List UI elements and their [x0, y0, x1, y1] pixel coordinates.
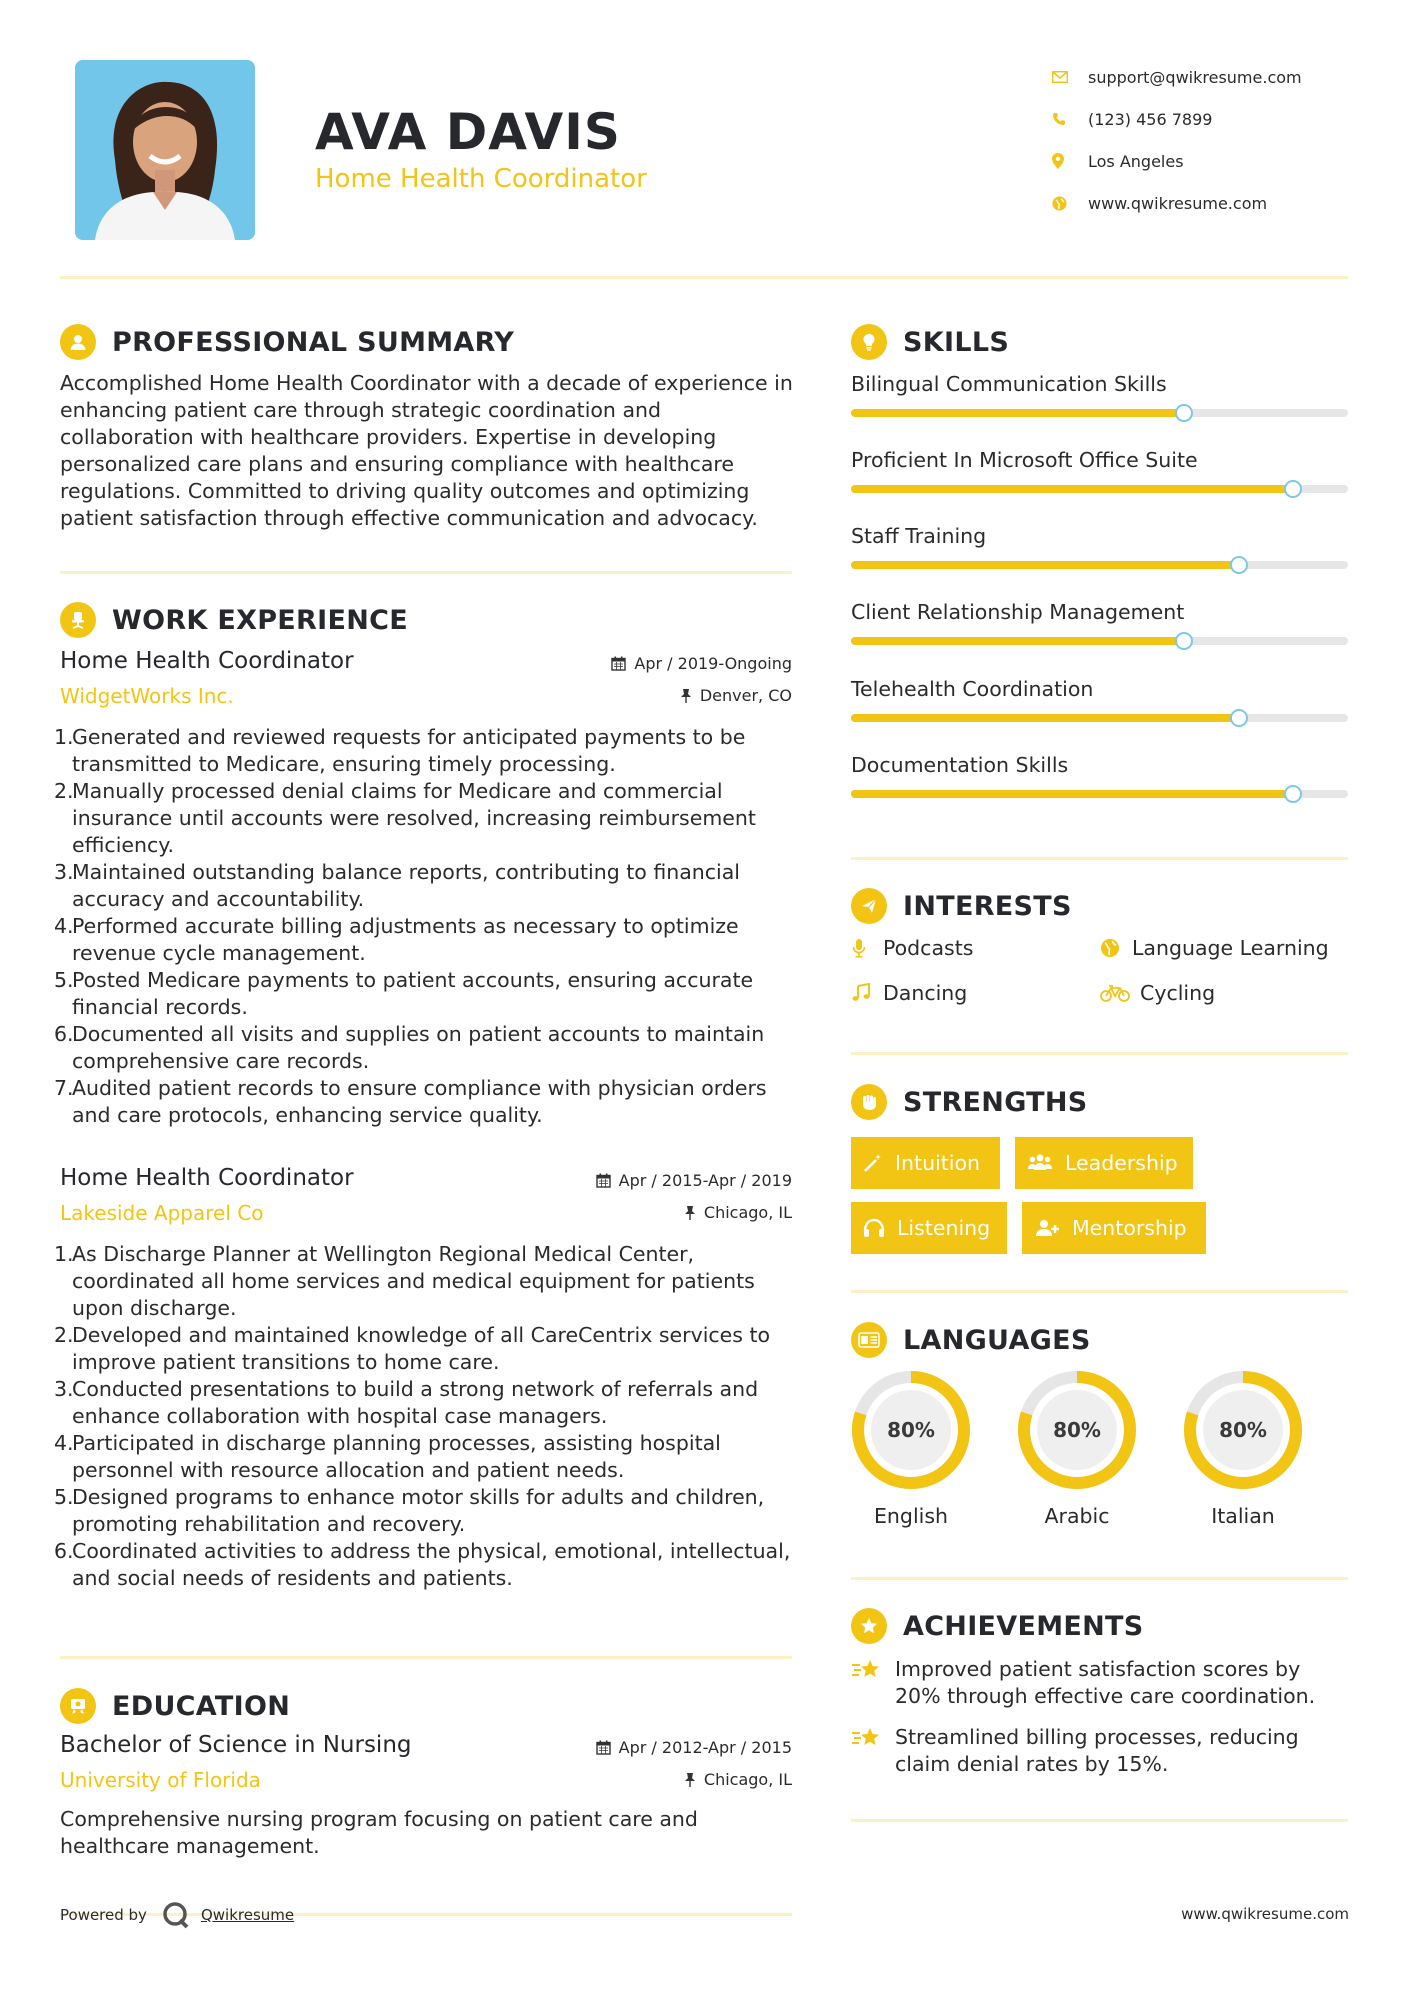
- globe-icon: [1052, 196, 1088, 211]
- interest-label: Language Learning: [1132, 936, 1329, 960]
- achievement-item: [851, 1724, 1351, 1778]
- graduation-cap-icon: [60, 1688, 96, 1724]
- job-company: Lakeside Apparel Co: [60, 1201, 264, 1225]
- user-plus-icon: [1034, 1218, 1060, 1238]
- strengths-title: STRENGTHS: [903, 1086, 1088, 1118]
- interests-title: INTERESTS: [903, 890, 1072, 922]
- strength-label: Listening: [897, 1216, 991, 1240]
- experience-divider: [60, 1656, 792, 1659]
- contact-website[interactable]: [1052, 182, 1382, 224]
- candidate-name: AVA DAVIS: [315, 103, 621, 161]
- achievements-divider: [851, 1819, 1348, 1822]
- list-item: 2. Manually processed denial claims for Medicare and commercial insurance until accounts were resolved, increasing reimbursement efficiency.: [54, 779, 756, 857]
- job-date-text: Apr / 2015-Apr / 2019: [618, 1171, 792, 1190]
- language-percent: 80%: [1219, 1418, 1267, 1442]
- achievement-item: [851, 1656, 1351, 1710]
- strengths-heading: [851, 1084, 1088, 1120]
- skill-bar-fill: [851, 485, 1293, 493]
- skills-heading: [851, 324, 1009, 360]
- strength-label: Mentorship: [1072, 1216, 1187, 1240]
- language-name: Italian: [1211, 1504, 1275, 1528]
- education-heading: [60, 1688, 290, 1724]
- interest-item: [851, 936, 973, 960]
- language-percent: 80%: [1053, 1418, 1101, 1442]
- skill-item: [851, 753, 1348, 777]
- job-location-text: Denver, CO: [699, 686, 792, 705]
- skill-item: [851, 600, 1348, 624]
- pushpin-icon: [684, 1205, 696, 1220]
- job-header: [60, 1165, 792, 1229]
- strength-badge: [1015, 1137, 1193, 1189]
- contact-email[interactable]: [1052, 56, 1382, 98]
- achievement-text: Improved patient satisfaction scores by 20% through effective care coordination.: [895, 1657, 1316, 1708]
- summary-title: PROFESSIONAL SUMMARY: [112, 326, 515, 358]
- strength-badge: [1022, 1202, 1206, 1254]
- job-duties: [54, 1241, 792, 1592]
- job-duties: [54, 724, 792, 1129]
- interest-label: Podcasts: [883, 936, 974, 960]
- skill-bar: [851, 637, 1348, 645]
- summary-text: Accomplished Home Health Coordinator with a decade of experience in enhancing patient care through strategic coordination and collaboration with healthcare providers. Expertise in developing personalized care plans and ensuring compliance with healthcare regulations. Committed to driving quality outcomes and optimizing patient satisfaction through effective communication and advocacy.: [60, 371, 793, 530]
- skills-divider: [851, 857, 1348, 860]
- envelope-icon: [1052, 71, 1088, 83]
- skill-bar: [851, 790, 1348, 798]
- list-item: 3. Maintained outstanding balance reports, contributing to financial accuracy and accountability.: [54, 860, 741, 911]
- interest-label: Dancing: [883, 981, 968, 1005]
- skills-title: SKILLS: [903, 326, 1010, 358]
- education-description: Comprehensive nursing program focusing on patient care and healthcare management.: [60, 1807, 698, 1858]
- education-date-text: Apr / 2012-Apr / 2015: [618, 1738, 792, 1757]
- languages-heading: [851, 1322, 1091, 1358]
- languages-divider: [851, 1577, 1348, 1580]
- list-item: 2. Developed and maintained knowledge of all CareCentrix services to improve patient transitions to home care.: [54, 1323, 771, 1374]
- degree-title: Bachelor of Science in Nursing: [60, 1732, 412, 1758]
- education-title: EDUCATION: [112, 1690, 291, 1722]
- list-item: 6. Coordinated activities to address the physical, emotional, intellectual, and social needs of residents and patients.: [54, 1539, 791, 1590]
- calendar-icon: [596, 1173, 611, 1188]
- experience-title: WORK EXPERIENCE: [112, 604, 408, 636]
- lightbulb-icon: [851, 324, 887, 360]
- achievement-text: Streamlined billing processes, reducing claim denial rates by 15%.: [895, 1725, 1299, 1776]
- contact-phone-text: (123) 456 7899: [1088, 109, 1213, 129]
- job-date-text: Apr / 2019-Ongoing: [634, 654, 792, 673]
- interest-item: [1100, 936, 1329, 960]
- job-location-text: Chicago, IL: [703, 1203, 792, 1222]
- education-header: [60, 1732, 792, 1796]
- star-badge-icon: [851, 1608, 887, 1644]
- job-location: [684, 1203, 792, 1222]
- skill-name: Proficient In Microsoft Office Suite: [851, 448, 1198, 472]
- phone-icon: [1052, 112, 1088, 126]
- skill-bar-knob: [1230, 709, 1248, 727]
- list-item: 3. Conducted presentations to build a strong network of referrals and enhance collaboration with hospital case managers.: [54, 1377, 759, 1428]
- language-name: English: [873, 1504, 949, 1528]
- skill-bar-knob: [1284, 785, 1302, 803]
- experience-heading: [60, 602, 408, 638]
- job-location: [680, 686, 792, 705]
- interests-divider: [851, 1052, 1348, 1055]
- footer-website[interactable]: www.qwikresume.com: [1181, 1905, 1349, 1923]
- contact-phone[interactable]: [1052, 98, 1382, 140]
- music-note-icon: [851, 983, 879, 1003]
- calendar-icon: [611, 656, 626, 671]
- skill-name: Staff Training: [851, 524, 987, 548]
- contact-email-text: support@qwikresume.com: [1088, 67, 1302, 87]
- language-ring: [1181, 1368, 1305, 1492]
- paper-plane-icon: [851, 888, 887, 924]
- school-name: University of Florida: [60, 1768, 261, 1792]
- skill-name: Telehealth Coordination: [851, 677, 1094, 701]
- skill-bar-knob: [1230, 556, 1248, 574]
- job-date: [596, 1171, 792, 1190]
- strength-badge: [851, 1202, 1007, 1254]
- languages-title: LANGUAGES: [903, 1324, 1091, 1356]
- footer-powered-by: [60, 1900, 294, 1930]
- achievements-title: ACHIEVEMENTS: [903, 1610, 1144, 1642]
- list-item: 7. Audited patient records to ensure compliance with physician orders and care protocols, enhancing service quality.: [54, 1076, 767, 1127]
- job-header: [60, 648, 792, 712]
- skill-item: [851, 372, 1348, 396]
- skill-bar-fill: [851, 790, 1293, 798]
- skill-item: [851, 448, 1348, 472]
- candidate-role: Home Health Coordinator: [315, 164, 647, 194]
- users-icon: [1027, 1153, 1053, 1173]
- job-entry: [54, 648, 792, 1129]
- achievements-heading: [851, 1608, 1144, 1644]
- job-company: WidgetWorks Inc.: [60, 684, 234, 708]
- qwikresume-logo-icon: [161, 1900, 191, 1930]
- language-item: [1181, 1368, 1305, 1528]
- education-date: [596, 1738, 792, 1757]
- job-title: Home Health Coordinator: [60, 648, 354, 674]
- interest-label: Cycling: [1140, 981, 1216, 1005]
- language-item: [849, 1368, 973, 1528]
- list-item: 4. Participated in discharge planning processes, assisting hospital personnel with resource allocation and patient needs.: [54, 1431, 721, 1482]
- list-item: 1. Generated and reviewed requests for anticipated payments to be transmitted to Medicare, ensuring timely processing.: [54, 725, 746, 776]
- skill-name: Bilingual Communication Skills: [851, 372, 1167, 396]
- skill-bar: [851, 485, 1348, 493]
- strength-badge: [851, 1137, 1000, 1189]
- job-entry: [54, 1165, 792, 1592]
- skill-bar-fill: [851, 637, 1184, 645]
- globe-icon: [1100, 938, 1128, 958]
- office-chair-icon: [60, 602, 96, 638]
- job-date: [611, 654, 792, 673]
- education-location: [684, 1770, 792, 1789]
- skill-name: Documentation Skills: [851, 753, 1069, 777]
- interest-item: [1100, 981, 1215, 1005]
- shooting-star-icon: [851, 1724, 895, 1778]
- skill-bar: [851, 561, 1348, 569]
- map-pin-icon: [1052, 153, 1088, 169]
- skill-bar-knob: [1175, 632, 1193, 650]
- skill-bar-fill: [851, 561, 1239, 569]
- skill-bar-knob: [1175, 404, 1193, 422]
- profile-photo: [75, 60, 255, 240]
- list-item: 1. As Discharge Planner at Wellington Regional Medical Center, coordinated all home services and medical equipment for patients upon discharge.: [54, 1242, 755, 1320]
- list-item: 6. Documented all visits and supplies on patient accounts to maintain comprehensive care records.: [54, 1022, 765, 1073]
- summary-divider: [60, 571, 792, 574]
- strength-label: Intuition: [895, 1151, 981, 1175]
- calendar-icon: [596, 1740, 611, 1755]
- skill-bar-knob: [1284, 480, 1302, 498]
- headphones-icon: [863, 1218, 885, 1238]
- strengths-divider: [851, 1290, 1348, 1293]
- language-percent: 80%: [887, 1418, 935, 1442]
- education-location-text: Chicago, IL: [703, 1770, 792, 1789]
- pushpin-icon: [684, 1772, 696, 1787]
- job-title: Home Health Coordinator: [60, 1165, 354, 1191]
- list-item: 4. Performed accurate billing adjustments as necessary to optimize revenue cycle management.: [54, 914, 739, 965]
- interest-item: [851, 981, 967, 1005]
- language-item: [1015, 1368, 1139, 1528]
- magic-wand-icon: [863, 1153, 883, 1173]
- skill-item: [851, 677, 1348, 701]
- header-divider: [60, 276, 1348, 279]
- user-icon: [60, 324, 96, 360]
- list-item: 5. Posted Medicare payments to patient accounts, ensuring accurate financial records.: [54, 968, 754, 1019]
- contact-location-text: Los Angeles: [1088, 151, 1184, 171]
- contact-location: [1052, 140, 1382, 182]
- pushpin-icon: [680, 688, 692, 703]
- education-entry: [60, 1732, 792, 1860]
- language-name: Arabic: [1044, 1504, 1110, 1528]
- strength-label: Leadership: [1065, 1151, 1178, 1175]
- language-ring: [849, 1368, 973, 1492]
- contact-website-text: www.qwikresume.com: [1088, 193, 1268, 213]
- skill-bar: [851, 409, 1348, 417]
- skill-item: [851, 524, 1348, 548]
- language-card-icon: [851, 1322, 887, 1358]
- summary-heading: [60, 324, 514, 360]
- skill-bar-fill: [851, 714, 1239, 722]
- microphone-icon: [851, 938, 879, 958]
- raised-fist-icon: [851, 1084, 887, 1120]
- contact-list: [1052, 56, 1382, 224]
- powered-by-label: Powered by: [60, 1906, 147, 1924]
- brand-link[interactable]: Qwikresume: [200, 1906, 295, 1924]
- interests-heading: [851, 888, 1072, 924]
- language-ring: [1015, 1368, 1139, 1492]
- skill-bar-fill: [851, 409, 1184, 417]
- shooting-star-icon: [851, 1656, 895, 1710]
- skill-bar: [851, 714, 1348, 722]
- list-item: 5. Designed programs to enhance motor skills for adults and children, promoting rehabilitation and recovery.: [54, 1485, 765, 1536]
- skill-name: Client Relationship Management: [851, 600, 1185, 624]
- bicycle-icon: [1100, 984, 1136, 1002]
